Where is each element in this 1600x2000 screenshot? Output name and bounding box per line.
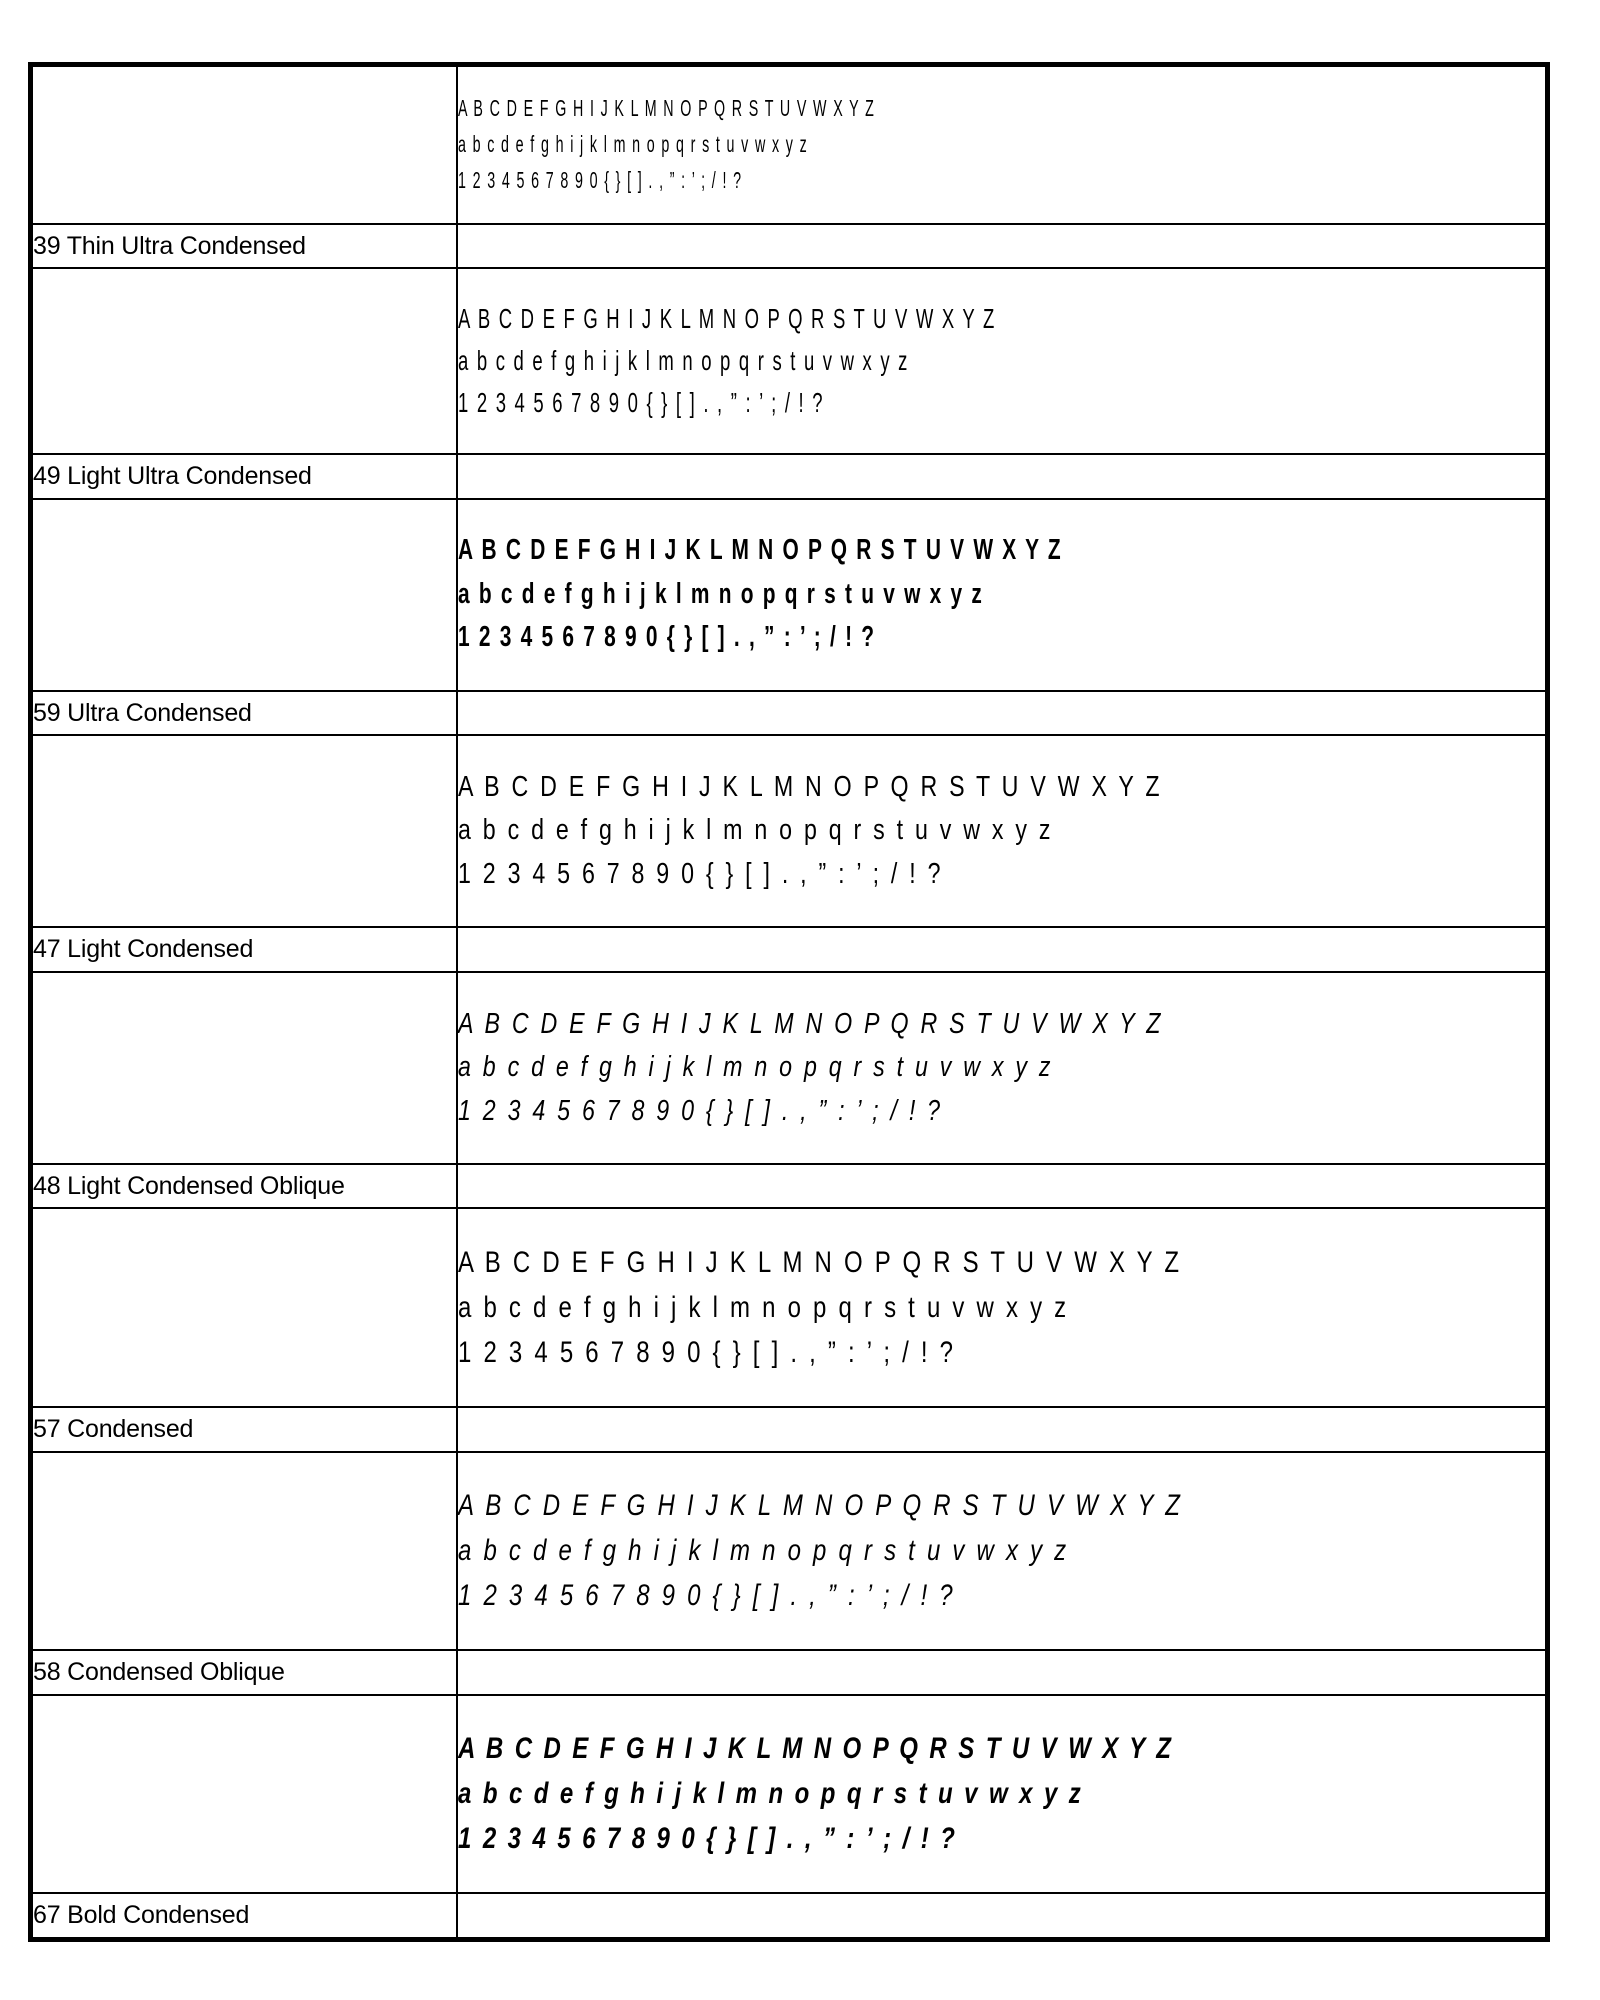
row-sample-blank-cell	[457, 691, 1546, 736]
specimen-sample-thin-ultra-condensed	[457, 66, 1546, 224]
specimen-sample-light-condensed-oblique	[457, 972, 1546, 1164]
table-row	[32, 691, 1546, 736]
row-label-blank-cell	[32, 1695, 457, 1894]
sample-figures: 1 2 3 4 5 6 7 8 9 0 { } [ ] . , ” : ’ ; / ! ?	[458, 1094, 943, 1127]
table-row	[32, 224, 1546, 269]
style-label-light-condensed: 47 Light Condensed	[32, 927, 457, 972]
sample-uppercase: A B C D E F G H I J K L M N O P Q R S T U V W X Y Z	[458, 1732, 1174, 1766]
table-row	[32, 735, 1546, 927]
style-label-light-ultra-condensed: 49 Light Ultra Condensed	[32, 454, 457, 499]
sample-uppercase: A B C D E F G H I J K L M N O P Q R S T U V W X Y Z	[458, 1489, 1183, 1523]
table-row	[32, 454, 1546, 499]
table-row	[32, 1407, 1546, 1452]
specimen-sample-light-condensed	[457, 735, 1546, 927]
style-label-condensed: 57 Condensed	[32, 1407, 457, 1452]
table-row	[32, 268, 1546, 454]
sample-lowercase: a b c d e f g h i j k l m n o p q r s t u v w x y z	[458, 1777, 1084, 1811]
row-sample-blank-cell	[457, 1407, 1546, 1452]
table-row	[32, 927, 1546, 972]
sample-lowercase: a b c d e f g h i j k l m n o p q r s t u v w x y z	[458, 1051, 1054, 1084]
specimen-table	[31, 65, 1547, 1939]
sample-uppercase: A B C D E F G H I J K L M N O P Q R S T U V W X Y Z	[458, 770, 1163, 803]
row-sample-blank-cell	[457, 927, 1546, 972]
style-label-condensed-oblique: 58 Condensed Oblique	[32, 1650, 457, 1695]
style-label-light-condensed-oblique: 48 Light Condensed Oblique	[32, 1164, 457, 1209]
specimen-sample-ultra-condensed	[457, 499, 1546, 691]
specimen-sample-bold-condensed	[457, 1695, 1546, 1894]
sample-uppercase: A B C D E F G H I J K L M N O P Q R S T U V W X Y Z	[458, 95, 876, 122]
sample-figures: 1 2 3 4 5 6 7 8 9 0 { } [ ] . , ” : ’ ; / ! ?	[458, 166, 743, 193]
sample-uppercase: A B C D E F G H I J K L M N O P Q R S T U V W X Y Z	[458, 534, 1063, 567]
sample-lowercase: a b c d e f g h i j k l m n o p q r s t u v w x y z	[458, 131, 809, 158]
sample-figures: 1 2 3 4 5 6 7 8 9 0 { } [ ] . , ” : ’ ; / ! ?	[458, 1822, 958, 1856]
row-sample-blank-cell	[457, 454, 1546, 499]
row-label-blank-cell	[32, 1208, 457, 1407]
row-label-blank-cell	[32, 499, 457, 691]
specimen-sample-condensed-oblique	[457, 1452, 1546, 1651]
sample-lowercase: a b c d e f g h i j k l m n o p q r s t u v w x y z	[458, 577, 984, 610]
row-sample-blank-cell	[457, 224, 1546, 269]
table-row	[32, 972, 1546, 1164]
sample-figures: 1 2 3 4 5 6 7 8 9 0 { } [ ] . , ” : ’ ; / ! ?	[458, 857, 944, 890]
row-sample-blank-cell	[457, 1893, 1546, 1938]
row-sample-blank-cell	[457, 1164, 1546, 1209]
sample-figures: 1 2 3 4 5 6 7 8 9 0 { } [ ] . , ” : ’ ; / ! ?	[458, 387, 825, 419]
table-row	[32, 1208, 1546, 1407]
table-row	[32, 1893, 1546, 1938]
style-label-thin-ultra-condensed: 39 Thin Ultra Condensed	[32, 224, 457, 269]
sample-figures: 1 2 3 4 5 6 7 8 9 0 { } [ ] . , ” : ’ ; / ! ?	[458, 621, 876, 654]
specimen-table-body	[32, 66, 1546, 1938]
row-label-blank-cell	[32, 1452, 457, 1651]
table-row	[32, 1452, 1546, 1651]
sample-uppercase: A B C D E F G H I J K L M N O P Q R S T U V W X Y Z	[458, 1246, 1182, 1280]
style-label-bold-condensed: 67 Bold Condensed	[32, 1893, 457, 1938]
row-label-blank-cell	[32, 268, 457, 454]
sample-figures: 1 2 3 4 5 6 7 8 9 0 { } [ ] . , ” : ’ ; / ! ?	[458, 1579, 956, 1613]
table-row	[32, 1164, 1546, 1209]
table-row	[32, 1695, 1546, 1894]
specimen-sample-condensed	[457, 1208, 1546, 1407]
specimen-sheet	[28, 62, 1550, 1942]
row-label-blank-cell	[32, 972, 457, 1164]
row-label-blank-cell	[32, 66, 457, 224]
sample-uppercase: A B C D E F G H I J K L M N O P Q R S T U V W X Y Z	[458, 303, 996, 335]
table-row	[32, 66, 1546, 224]
sample-lowercase: a b c d e f g h i j k l m n o p q r s t u v w x y z	[458, 1534, 1069, 1568]
table-row	[32, 1650, 1546, 1695]
style-label-ultra-condensed: 59 Ultra Condensed	[32, 691, 457, 736]
sample-lowercase: a b c d e f g h i j k l m n o p q r s t u v w x y z	[458, 1291, 1069, 1325]
sample-lowercase: a b c d e f g h i j k l m n o p q r s t u v w x y z	[458, 814, 1054, 847]
specimen-sample-light-ultra-condensed	[457, 268, 1546, 454]
row-sample-blank-cell	[457, 1650, 1546, 1695]
sample-lowercase: a b c d e f g h i j k l m n o p q r s t u v w x y z	[458, 345, 910, 377]
sample-uppercase: A B C D E F G H I J K L M N O P Q R S T U V W X Y Z	[458, 1007, 1164, 1040]
table-row	[32, 499, 1546, 691]
row-label-blank-cell	[32, 735, 457, 927]
sample-figures: 1 2 3 4 5 6 7 8 9 0 { } [ ] . , ” : ’ ; / ! ?	[458, 1336, 956, 1370]
